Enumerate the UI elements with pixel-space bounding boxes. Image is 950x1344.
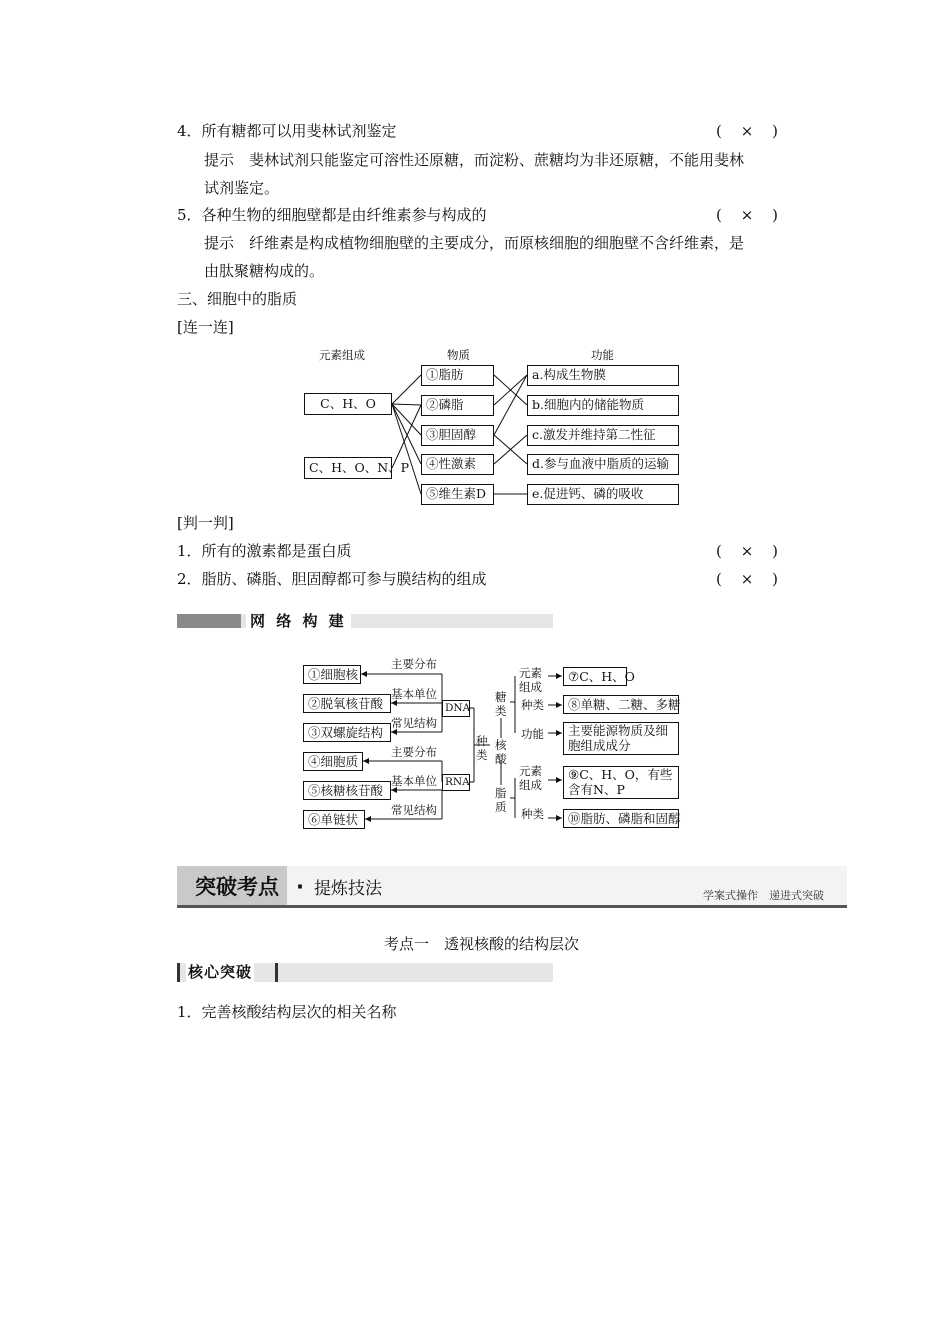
net-box-3: ③双螺旋结构 <box>303 723 391 742</box>
link-label: [连一连] <box>177 318 234 336</box>
net-box-5: ⑤核糖核苷酸 <box>303 781 391 800</box>
item-1: 1．完善核酸结构层次的相关名称 <box>177 1003 397 1021</box>
judge-item-1-mark: ( × ) <box>716 542 778 560</box>
header-functions: 功能 <box>591 348 614 362</box>
banner-rule <box>177 905 847 908</box>
hint-1-line2: 试剂鉴定。 <box>204 179 280 197</box>
net-box-1: ①细胞核 <box>303 665 361 684</box>
banner-dot: · <box>296 875 304 899</box>
element-cho: C、H、O <box>304 393 392 415</box>
hint-2-line1: 提示 纤维素是构成植物细胞壁的主要成分，而原核细胞的细胞壁不含纤维素，是 <box>204 234 745 252</box>
judge-item-1: 1．所有的激素都是蛋白质 <box>177 542 352 560</box>
r-label-2: 种类 <box>521 698 544 712</box>
rna-box: RNA <box>442 774 470 791</box>
function-e: e.促进钙、磷的吸收 <box>527 484 679 505</box>
dna-box: DNA <box>442 700 470 717</box>
network-title: 网 络 构 建 <box>246 611 351 631</box>
net-label-5: 基本单位 <box>391 774 437 788</box>
net-label-6: 常见结构 <box>391 803 437 817</box>
section-heading: 三、细胞中的脂质 <box>177 290 298 308</box>
r-label-3: 功能 <box>521 727 544 741</box>
element-chonp: C、H、O、N、P <box>304 457 392 479</box>
banner-subtitle: 提炼技法 <box>314 879 382 899</box>
net-label-2: 基本单位 <box>391 687 437 701</box>
banner-title: 突破考点 <box>195 875 279 899</box>
zhonglei-label: 种类 <box>476 734 488 762</box>
substance-2: ②磷脂 <box>421 395 494 416</box>
r-label-1: 元素组成 <box>519 666 542 694</box>
net-box-6: ⑥单链状 <box>303 810 365 829</box>
substance-4: ④性激素 <box>421 454 494 475</box>
function-a: a.构成生物膜 <box>527 365 679 386</box>
hint-1-line1: 提示 斐林试剂只能鉴定可溶性还原糖，而淀粉、蔗糖均为非还原糖，不能用斐林 <box>204 151 745 169</box>
judge-label: [判一判] <box>177 514 234 532</box>
net-label-4: 主要分布 <box>391 745 437 759</box>
function-c: c.激发并维持第二性征 <box>527 425 679 446</box>
kaodian-title: 考点一 透视核酸的结构层次 <box>384 935 580 953</box>
judge-item-2: 2．脂肪、磷脂、胆固醇都可参与膜结构的组成 <box>177 570 487 588</box>
r-box-9: ⑨C、H、O，有些含有N、P <box>563 766 679 799</box>
r-label-4: 元素组成 <box>519 764 542 792</box>
substance-5: ⑤维生素D <box>421 484 494 505</box>
net-box-2: ②脱氧核苷酸 <box>303 694 391 713</box>
core-title: 核心突破 <box>188 963 253 981</box>
net-label-3: 常见结构 <box>391 716 437 730</box>
banner-right: 学案式操作 递进式突破 <box>703 889 824 902</box>
substance-1: ①脂肪 <box>421 365 494 386</box>
center-tang: 糖类 <box>495 690 507 718</box>
r-box-7: ⑦C、H、O <box>563 667 627 686</box>
function-d: d.参与血液中脂质的运输 <box>527 454 679 475</box>
r-box-8: ⑧单糖、二糖、多糖 <box>563 695 679 714</box>
r-label-5: 种类 <box>521 807 544 821</box>
core-bar-left <box>177 963 180 982</box>
net-box-4: ④细胞质 <box>303 752 363 771</box>
header-substances: 物质 <box>447 348 470 362</box>
center-hesuan: 核酸 <box>495 738 507 766</box>
judge-item-5-mark: ( × ) <box>716 206 778 224</box>
judge-item-4-mark: ( × ) <box>716 122 778 140</box>
substance-3: ③胆固醇 <box>421 425 494 446</box>
r-box-func: 主要能源物质及细胞组成成分 <box>563 722 679 755</box>
judge-item-4: 4．所有糖都可以用斐林试剂鉴定 <box>177 122 397 140</box>
hint-2-line2: 由肽聚糖构成的。 <box>204 262 325 280</box>
r-box-10: ⑩脂肪、磷脂和固醇 <box>563 809 679 828</box>
header-elements: 元素组成 <box>319 348 365 362</box>
function-b: b.细胞内的储能物质 <box>527 395 679 416</box>
net-label-1: 主要分布 <box>391 657 437 671</box>
judge-item-5: 5．各种生物的细胞壁都是由纤维素参与构成的 <box>177 206 487 224</box>
core-bar-right <box>275 963 278 982</box>
center-zhizhi: 脂质 <box>495 786 507 814</box>
judge-item-2-mark: ( × ) <box>716 570 778 588</box>
